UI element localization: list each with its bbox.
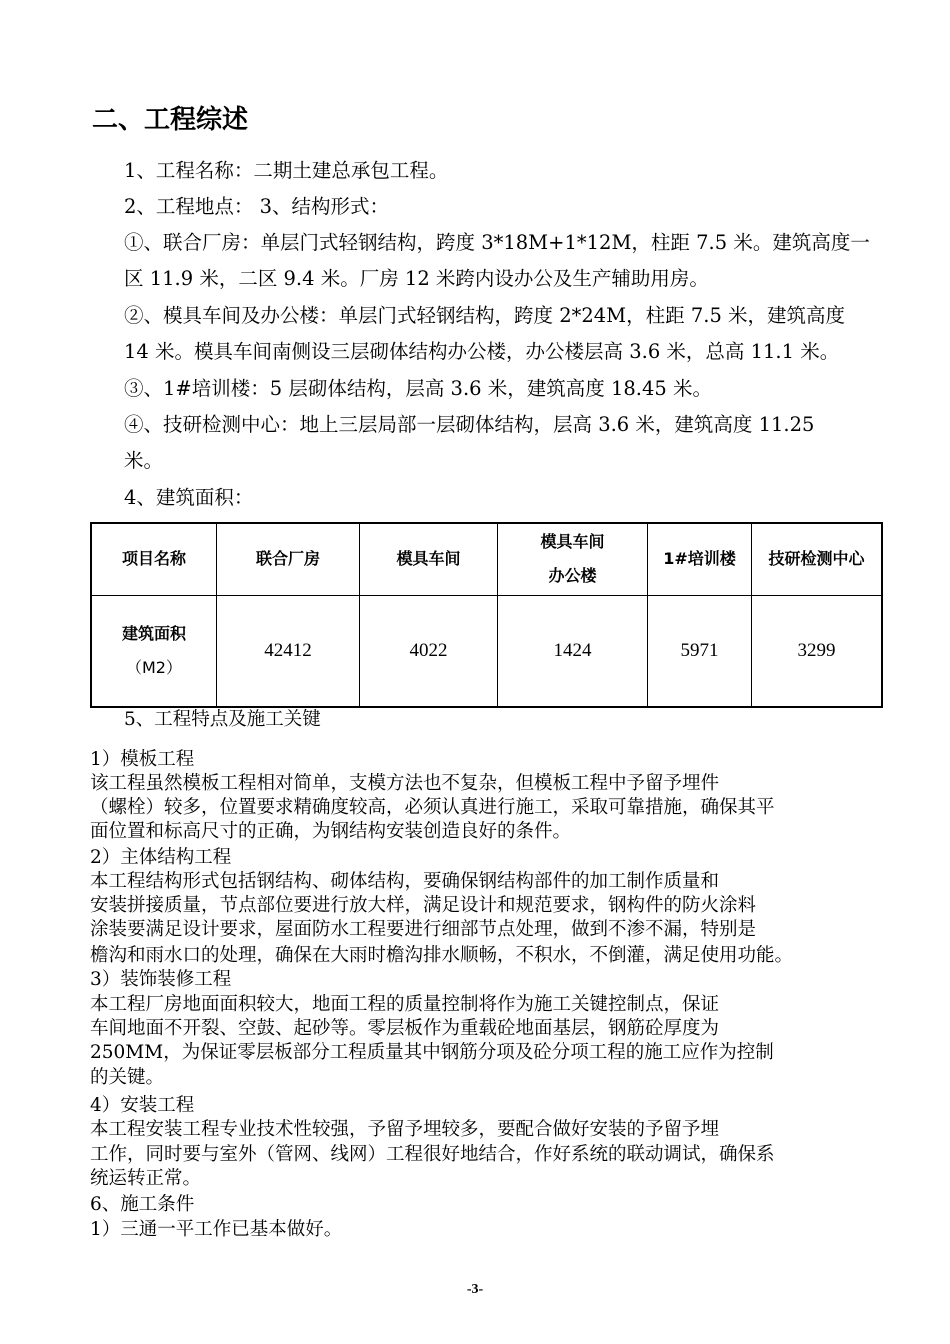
body-line: 本工程厂房地面面积较大，地面工程的质量控制将作为施工关键控制点，保证 bbox=[90, 994, 720, 1015]
item-2-line-1: ②、模具车间及办公楼：单层门式轻钢结构，跨度 2*24M，柱距 7.5 米，建筑高度 bbox=[124, 304, 846, 327]
sub-heading: 6、施工条件 bbox=[90, 1194, 195, 1215]
table-cell: 4022 bbox=[360, 595, 498, 707]
body-line: 车间地面不开裂、空鼓、起砂等。零层板作为重载砼地面基层，钢筋砼厚度为 bbox=[90, 1018, 720, 1039]
table-header-cell: 技研检测中心 bbox=[752, 523, 883, 595]
body-line: 工作，同时要与室外（管网、线网）工程很好地结合，作好系统的联动调试，确保系 bbox=[90, 1144, 775, 1165]
section-5-title: 5、工程特点及施工关键 bbox=[124, 709, 321, 730]
location-structure-line: 2、工程地点： 3、结构形式： bbox=[124, 195, 390, 218]
body-line: 的关键。 bbox=[90, 1067, 165, 1088]
body-line: 本工程安装工程专业技术性较强，予留予埋较多，要配合做好安装的予留予埋 bbox=[90, 1119, 720, 1140]
table-cell: 3299 bbox=[752, 595, 883, 707]
table-cell: 42412 bbox=[217, 595, 360, 707]
item-4-line-1: ④、技研检测中心：地上三层局部一层砌体结构，层高 3.6 米，建筑高度 11.25 bbox=[124, 413, 815, 436]
body-line: （螺栓）较多，位置要求精确度较高，必须认真进行施工，采取可靠措施，确保其平 bbox=[90, 797, 775, 818]
page-number: -3- bbox=[466, 1282, 484, 1297]
table-header-cell: 项目名称 bbox=[91, 523, 217, 595]
area-table bbox=[90, 522, 883, 708]
body-line: 安装拼接质量，节点部位要进行放大样，满足设计和规范要求，钢构件的防火涂料 bbox=[90, 895, 757, 916]
table-cell: 5971 bbox=[648, 595, 752, 707]
sub-heading: 1）模板工程 bbox=[90, 749, 195, 770]
sub-heading: 2）主体结构工程 bbox=[90, 847, 232, 868]
body-line: 面位置和标高尺寸的正确，为钢结构安装创造良好的条件。 bbox=[90, 821, 572, 842]
section-heading: 二、工程综述 bbox=[92, 105, 249, 135]
item-4-line-2: 米。 bbox=[124, 449, 164, 472]
body-line: 1）三通一平工作已基本做好。 bbox=[90, 1219, 343, 1240]
body-line: 统运转正常。 bbox=[90, 1168, 202, 1189]
body-line: 该工程虽然模板工程相对简单，支模方法也不复杂，但模板工程中予留予埋件 bbox=[90, 773, 720, 794]
table-header-cell: 模具车间 办公楼 bbox=[498, 523, 648, 595]
item-1-line-2: 区 11.9 米，二区 9.4 米。厂房 12 米跨内设办公及生产辅助用房。 bbox=[124, 267, 709, 290]
sub-heading: 4）安装工程 bbox=[90, 1095, 195, 1116]
area-title: 4、建筑面积： bbox=[124, 486, 254, 509]
table-row bbox=[91, 595, 882, 707]
item-2-line-2: 14 米。模具车间南侧设三层砌体结构办公楼，办公楼层高 3.6 米，总高 11.1 米。 bbox=[124, 340, 840, 363]
body-line: 本工程结构形式包括钢结构、砌体结构，要确保钢结构部件的加工制作质量和 bbox=[90, 871, 720, 892]
item-1-line-1: ①、联合厂房：单层门式轻钢结构，跨度 3*18M+1*12M，柱距 7.5 米。建筑高度一 bbox=[124, 231, 870, 254]
item-3-line: ③、1#培训楼：5 层砌体结构，层高 3.6 米，建筑高度 18.45 米。 bbox=[124, 377, 712, 400]
sub-heading: 3）装饰装修工程 bbox=[90, 969, 232, 990]
body-line: 檐沟和雨水口的处理，确保在大雨时檐沟排水顺畅，不积水，不倒灌，满足使用功能。 bbox=[90, 945, 794, 966]
project-name-line: 1、工程名称：二期土建总承包工程。 bbox=[124, 159, 449, 182]
row-label-cell: 建筑面积 （M2） bbox=[91, 595, 217, 707]
table-header-cell: 1#培训楼 bbox=[648, 523, 752, 595]
table-cell: 1424 bbox=[498, 595, 648, 707]
body-line: 涂装要满足设计要求，屋面防水工程要进行细部节点处理，做到不渗不漏，特别是 bbox=[90, 919, 757, 940]
table-header-row bbox=[91, 523, 882, 595]
table-header-cell: 联合厂房 bbox=[217, 523, 360, 595]
body-line: 250MM，为保证零层板部分工程质量其中钢筋分项及砼分项工程的施工应作为控制 bbox=[90, 1042, 774, 1063]
table-header-cell: 模具车间 bbox=[360, 523, 498, 595]
